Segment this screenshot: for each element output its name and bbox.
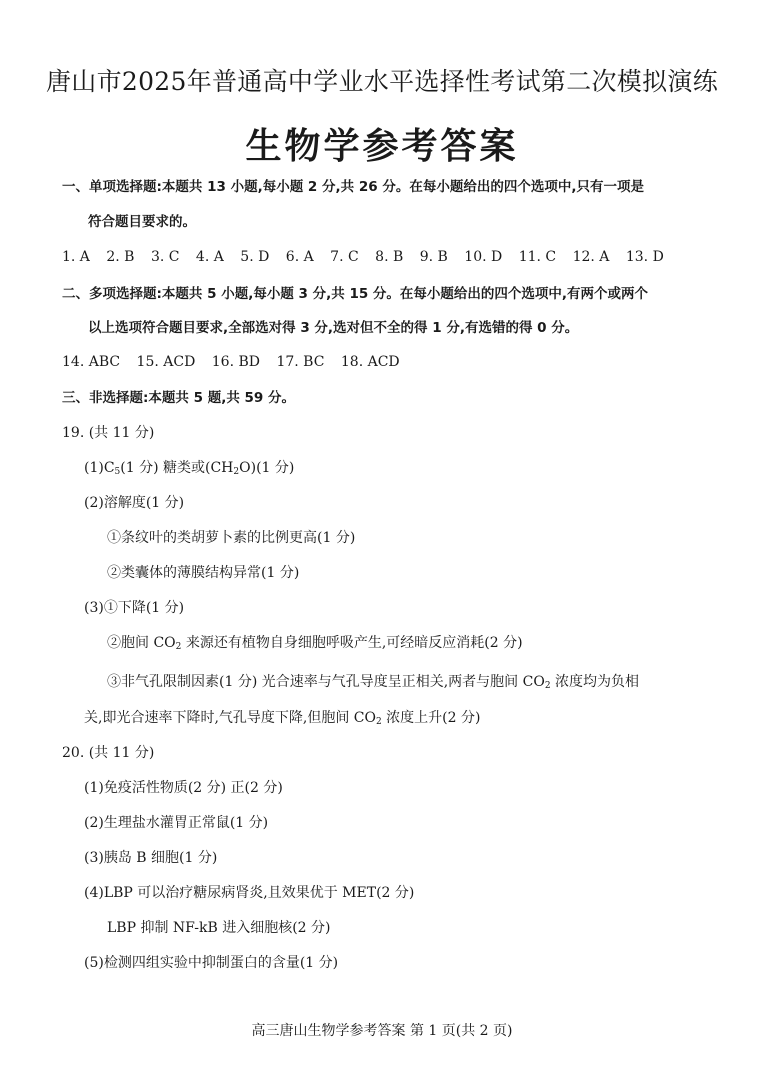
answer-item: 8. B (375, 249, 404, 265)
q19-part1: $(1)C_5(1$ 分) 糖类或$(CH_2O)(1$ 分) (84, 460, 295, 477)
q19-part3-iii-cont: 关,即光合速率下降时,气孔导度下降,但胞间 $CO_2$ 浓度上升(2 分) (84, 710, 481, 727)
q19-part2: (2)溶解度(1 分) (84, 495, 185, 511)
answer-item: 12. A (572, 249, 610, 265)
q19-part2-ii: ②类囊体的薄膜结构异常(1 分) (107, 565, 300, 581)
page-footer: 高三唐山生物学参考答案 第 1 页(共 2 页) (251, 1023, 513, 1039)
answer-item: 1. A (62, 249, 90, 265)
q20-part4-b: LBP 抑制 NF-kB 进入细胞核(2 分) (107, 920, 331, 936)
answer-item: 4. A (195, 249, 224, 265)
q20-part4: (4)LBP 可以治疗糖尿病肾炎,且效果优于 MET(2 分) (84, 885, 415, 901)
answer-item: 14. ABC (62, 354, 121, 370)
q20-part2: (2)生理盐水灌胃正常鼠(1 分) (84, 815, 269, 831)
answer-item: 17. BC (276, 354, 325, 370)
q19-part2-i: ①条纹叶的类胡萝卜素的比例更高(1 分) (107, 530, 356, 546)
q20-label: 20. (共 11 分) (62, 745, 155, 761)
section1-heading-line2: 符合题目要求的。 (88, 214, 196, 230)
section1-answers (62, 247, 676, 267)
answer-item: 13. D (625, 249, 664, 265)
q20-part5: (5)检测四组实验中抑制蛋白的含量(1 分) (84, 955, 339, 971)
answer-item: 2. B (106, 249, 135, 265)
q20-part3: (3)胰岛 B 细胞(1 分) (84, 850, 218, 866)
q19-part3: (3)①下降(1 分) (84, 600, 185, 616)
answer-item: 16. BD (211, 354, 260, 370)
q20-part1: (1)免疫活性物质(2 分) 正(2 分) (84, 780, 283, 796)
section3-heading: 三、非选择题:本题共 5 题,共 59 分。 (62, 390, 296, 406)
section1-heading-line1: 一、单项选择题:本题共 13 小题,每小题 2 分,共 26 分。在每小题给出的四个选项中,只有一项是 (62, 179, 644, 195)
answer-item: 11. C (518, 249, 557, 265)
answer-item: 6. A (285, 249, 314, 265)
answer-item: 5. D (240, 249, 270, 265)
page-subtitle: 生物学参考答案 (245, 126, 519, 167)
section2-heading-line2: 以上选项符合题目要求,全部选对得 3 分,选对但不全的得 1 分,有选错的得 0 分。 (88, 320, 579, 336)
section2-heading-line1: 二、多项选择题:本题共 5 小题,每小题 3 分,共 15 分。在每小题给出的四个选项中,有两个或两个 (62, 286, 649, 302)
q19-label: 19. (共 11 分) (62, 425, 155, 441)
answer-item: 9. B (419, 249, 448, 265)
q19-part3-ii: ②胞间 $CO_2$ 来源还有植物自身细胞呼吸产生,可经暗反应消耗(2 分) (107, 635, 523, 652)
answer-item: 15. ACD (136, 354, 196, 370)
answer-item: 7. C (330, 249, 359, 265)
answer-item: 3. C (150, 249, 180, 265)
answer-item: 18. ACD (340, 354, 400, 370)
answer-item: 10. D (464, 249, 503, 265)
page-title: 唐山市2025年普通高中学业水平选择性考试第二次模拟演练 (45, 67, 719, 96)
q19-part3-iii: ③非气孔限制因素(1 分) 光合速率与气孔导度呈正相关,两者与胞间 $CO_2$ 浓度均为负相 (107, 674, 640, 691)
section2-answers (62, 352, 412, 372)
